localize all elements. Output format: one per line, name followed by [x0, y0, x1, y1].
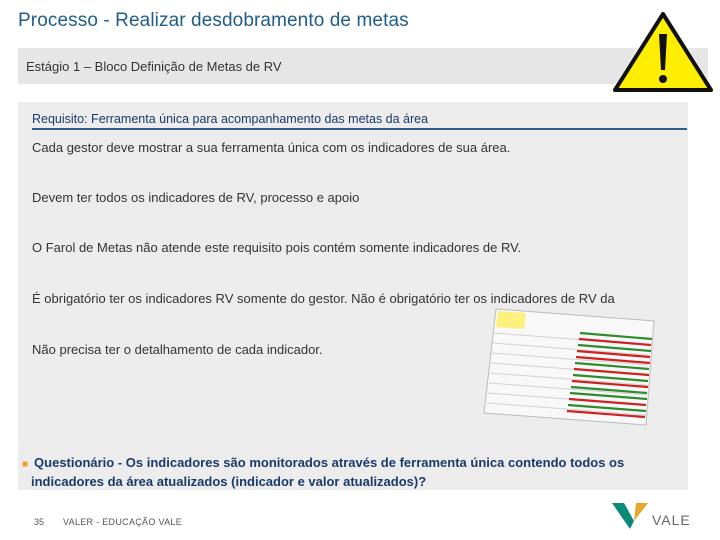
question-bullet: [22, 454, 682, 490]
requirement-line: É obrigatório ter os indicadores RV somente do gestor. Não é obrigatório ter os indicadores de RV da: [32, 291, 615, 306]
requirement-line: Não precisa ter o detalhamento de cada indicador.: [32, 342, 323, 357]
question-line-1: Questionário - Os indicadores são monitorados através de ferramenta única contendo todos os: [34, 455, 625, 470]
question-line-2: indicadores da área atualizados (indicador e valor atualizados)?: [31, 474, 427, 489]
vale-logo: [610, 499, 710, 533]
requirement-line: Cada gestor deve mostrar a sua ferramenta única com os indicadores de sua área.: [32, 140, 511, 155]
page-title: Processo - Realizar desdobramento de metas: [18, 10, 409, 31]
stage-bar: [18, 48, 708, 84]
requirement-line: O Farol de Metas não atende este requisito pois contém somente indicadores de RV.: [32, 240, 522, 255]
footer-text: VALER - EDUCAÇÃO VALE: [63, 517, 182, 527]
requirement-line: Devem ter todos os indicadores de RV, processo e apoio: [32, 190, 360, 205]
spreadsheet-thumbnail: [482, 303, 658, 427]
warning-icon: [607, 4, 719, 94]
page-number: 35: [34, 517, 45, 527]
requirement-title: Requisito: Ferramenta única para acompanhamento das metas da área: [32, 112, 687, 130]
bullet-icon: ■: [22, 459, 29, 470]
logo-text: VALE: [652, 512, 691, 528]
stage-label: Estágio 1 – Bloco Definição de Metas de RV: [26, 59, 282, 74]
